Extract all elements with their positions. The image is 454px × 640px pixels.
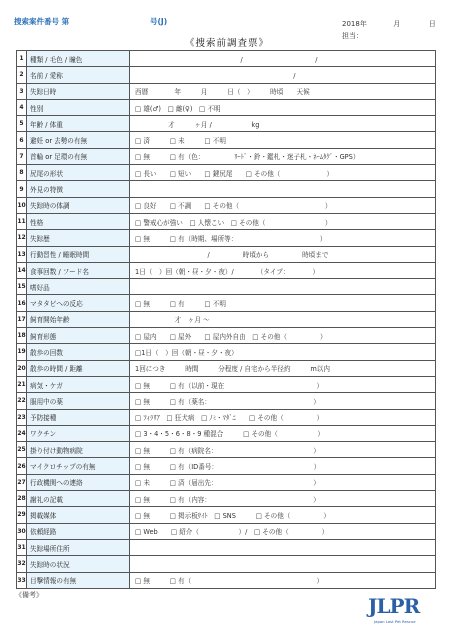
row-number: 13: [17, 246, 27, 262]
row-label: 掲載媒体: [27, 507, 130, 523]
date-day: 日: [428, 20, 436, 28]
row-label: 飼育開始年齢: [27, 311, 130, 327]
row-content[interactable]: □ 済 □ 未 □ 不明: [130, 132, 436, 148]
row-content[interactable]: □ 無 □ 有（色： ﾘｰﾄﾞ・鈴・鑑札・迷子札・ﾈｰﾑﾀｸﾞ・GPS）: [130, 148, 436, 164]
form-row: [17, 572, 436, 588]
row-content[interactable]: □1日（ ）回（朝・昼・夕・夜）: [130, 344, 436, 360]
date-field: [342, 19, 436, 29]
row-content[interactable]: □ 無 □ 有（内容： ）: [130, 491, 436, 507]
form-row: [17, 230, 436, 246]
row-number: 26: [17, 458, 27, 474]
row-content[interactable]: 西暦 年 月 日（ ） 時頃 天候: [130, 83, 436, 99]
form-row: [17, 181, 436, 197]
row-content[interactable]: □ 無 □ 有（以前・現在 ）: [130, 376, 436, 392]
row-number: 11: [17, 213, 27, 229]
remarks-label: 《備考》: [15, 591, 43, 599]
row-label: 謝礼の記載: [27, 491, 130, 507]
row-number: 2: [17, 67, 27, 83]
form-title: 《捜索前調査票》: [184, 38, 269, 49]
staff-label: 担当：: [342, 32, 363, 40]
row-content[interactable]: □ 長い □ 短い □ 鍵尻尾 □ その他（ ）: [130, 165, 436, 181]
row-content[interactable]: 1回につき 時間 分程度 / 自宅から半径約 m以内: [130, 360, 436, 376]
form-row: [17, 67, 436, 83]
row-label: マイクロチップの有無: [27, 458, 130, 474]
form-row: [17, 523, 436, 539]
form-row: [17, 213, 436, 229]
row-content[interactable]: □ 屋内 □ 屋外 □ 屋内外自由 □ その他（ ）: [130, 328, 436, 344]
row-label: 尻尾の形状: [27, 165, 130, 181]
form-row: [17, 197, 436, 213]
row-content[interactable]: [130, 556, 436, 572]
row-label: 首輪 or 足環の有無: [27, 148, 130, 164]
row-number: 19: [17, 344, 27, 360]
row-content[interactable]: [130, 539, 436, 555]
row-label: 名前 / 愛称: [27, 67, 130, 83]
row-number: 5: [17, 116, 27, 132]
row-content[interactable]: □ 無 □ 有（ID番号： ）: [130, 458, 436, 474]
row-number: 14: [17, 262, 27, 278]
row-content[interactable]: 才 ヶ月 〜: [130, 311, 436, 327]
row-content[interactable]: / 時頃から 時頃まで: [130, 246, 436, 262]
row-label: 散歩の時間 / 距離: [27, 360, 130, 376]
row-label: 避妊 or 去勢の有無: [27, 132, 130, 148]
form-row: [17, 262, 436, 278]
row-label: 予防接種: [27, 409, 130, 425]
date-year: 2018年: [342, 20, 367, 28]
row-number: 29: [17, 507, 27, 523]
form-row: [17, 165, 436, 181]
form-row: [17, 507, 436, 523]
form-row: [17, 311, 436, 327]
row-label: ワクチン: [27, 425, 130, 441]
row-label: 依頼経路: [27, 523, 130, 539]
row-label: 外見の特徴: [27, 181, 130, 197]
row-content[interactable]: □ 3・4・5・6・8・9 種混合 □ その他（ ）: [130, 425, 436, 441]
form-row: [17, 132, 436, 148]
form-row: [17, 99, 436, 115]
row-content[interactable]: □ 無 □ 有 □ 不明: [130, 295, 436, 311]
form-row: [17, 51, 436, 67]
row-number: 22: [17, 393, 27, 409]
row-content[interactable]: □ 良好 □ 不調 □ その他（ ）: [130, 197, 436, 213]
jlpr-logo: [368, 594, 432, 628]
form-row: [17, 295, 436, 311]
form-row: [17, 539, 436, 555]
row-number: 15: [17, 279, 27, 295]
date-month: 月: [393, 20, 401, 28]
row-content[interactable]: □ Web □ 紹介（ ）/ □ その他（ ）: [130, 523, 436, 539]
row-number: 27: [17, 474, 27, 490]
row-content[interactable]: □ 無 □ 有（病院名： ）: [130, 442, 436, 458]
form-row: [17, 360, 436, 376]
row-label: 失踪日時: [27, 83, 130, 99]
row-label: 病気・ケガ: [27, 376, 130, 392]
row-number: 25: [17, 442, 27, 458]
row-content[interactable]: 才 ヶ月 / kg: [130, 116, 436, 132]
survey-form-table: [16, 50, 436, 589]
logo-subtitle: Japan Lost Pet Rescue: [374, 619, 416, 624]
form-row: [17, 491, 436, 507]
row-label: 散歩の回数: [27, 344, 130, 360]
row-label: 行動習性 / 睡眠時間: [27, 246, 130, 262]
form-row: [17, 556, 436, 572]
row-content[interactable]: /: [130, 67, 436, 83]
row-content[interactable]: □ 未 □ 済（届出先： ）: [130, 474, 436, 490]
row-number: 21: [17, 376, 27, 392]
row-number: 32: [17, 556, 27, 572]
row-number: 3: [17, 83, 27, 99]
row-label: 性別: [27, 99, 130, 115]
row-number: 24: [17, 425, 27, 441]
row-number: 7: [17, 148, 27, 164]
row-label: 服用中の薬: [27, 393, 130, 409]
logo-text: JLPR: [368, 594, 420, 618]
row-content[interactable]: □ 無 □ 有（時期、場所等： ）: [130, 230, 436, 246]
row-number: 4: [17, 99, 27, 115]
row-label: 種類 / 毛色 / 瞳色: [27, 51, 130, 67]
row-label: 食事回数 / フード名: [27, 262, 130, 278]
case-number-suffix: 号(J): [150, 17, 168, 26]
row-number: 8: [17, 165, 27, 181]
form-row: [17, 328, 436, 344]
form-row: [17, 148, 436, 164]
form-row: [17, 474, 436, 490]
row-label: 失踪歴: [27, 230, 130, 246]
row-number: 28: [17, 491, 27, 507]
form-row: [17, 344, 436, 360]
row-number: 23: [17, 409, 27, 425]
row-label: 年齢 / 体重: [27, 116, 130, 132]
row-content[interactable]: □ 無 □ 掲示板ｻｲﾄ □ SNS □ その他（ ）: [130, 507, 436, 523]
form-row: [17, 425, 436, 441]
form-row: [17, 279, 436, 295]
case-number-label: 捜索案件番号 第: [14, 17, 70, 26]
row-content[interactable]: [130, 181, 436, 197]
form-row: [17, 116, 436, 132]
row-label: マタタビへの反応: [27, 295, 130, 311]
row-number: 33: [17, 572, 27, 588]
row-label: 嗜好品: [27, 279, 130, 295]
form-row: [17, 376, 436, 392]
row-label: 性格: [27, 213, 130, 229]
row-label: 失踪場所住所: [27, 539, 130, 555]
form-row: [17, 83, 436, 99]
row-number: 1: [17, 51, 27, 67]
row-content[interactable]: □ 警戒心が強い □ 人懐こい □ その他（ ）: [130, 213, 436, 229]
row-label: 目撃情報の有無: [27, 572, 130, 588]
row-label: 失踪時の状況: [27, 556, 130, 572]
form-row: [17, 458, 436, 474]
row-label: 失踪時の体調: [27, 197, 130, 213]
row-number: 6: [17, 132, 27, 148]
row-content[interactable]: 1日（ ）回（朝・昼・夕・夜）/ （タイプ： ）: [130, 262, 436, 278]
row-number: 20: [17, 360, 27, 376]
row-content[interactable]: / /: [130, 51, 436, 67]
form-row: [17, 409, 436, 425]
row-label: 掛り付け動物病院: [27, 442, 130, 458]
row-content[interactable]: [130, 279, 436, 295]
row-label: 行政機関への連絡: [27, 474, 130, 490]
row-number: 9: [17, 181, 27, 197]
form-row: [17, 393, 436, 409]
row-number: 12: [17, 230, 27, 246]
row-content[interactable]: □ 無 □ 有（ ）: [130, 572, 436, 588]
form-row: [17, 442, 436, 458]
row-number: 10: [17, 197, 27, 213]
row-label: 飼育形態: [27, 328, 130, 344]
row-number: 30: [17, 523, 27, 539]
form-row: [17, 246, 436, 262]
row-number: 18: [17, 328, 27, 344]
row-content[interactable]: □ ﾌｨﾗﾘｱ □ 狂犬病 □ ﾉﾐ・ﾏﾀﾞﾆ □ その他（ ）: [130, 409, 436, 425]
row-content[interactable]: □ 無 □ 有（薬名： ）: [130, 393, 436, 409]
row-content[interactable]: □ 雄(♂) □ 雌(♀) □ 不明: [130, 99, 436, 115]
row-number: 16: [17, 295, 27, 311]
row-number: 17: [17, 311, 27, 327]
row-number: 31: [17, 539, 27, 555]
